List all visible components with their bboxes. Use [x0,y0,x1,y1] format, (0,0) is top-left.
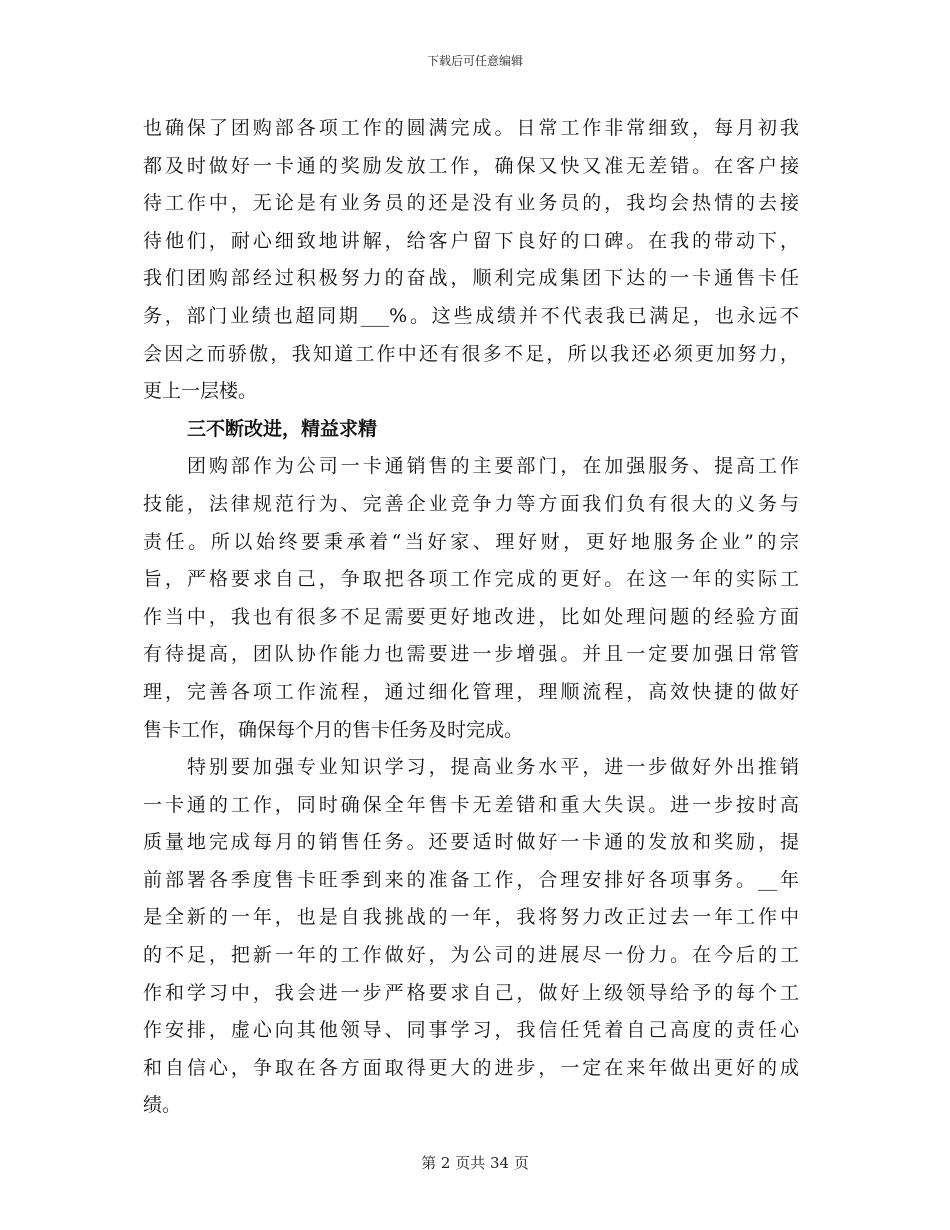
text-line: 会因之而骄傲，我知道工作中还有很多不足，所以我还必须更加努力， [143,342,799,365]
paragraph-2 [143,448,799,749]
text-line: 待他们，耐心细致地讲解，给客户留下良好的口碑。在我的带动下， [143,229,799,252]
text-line: 也确保了团购部各项工作的圆满完成。日常工作非常细致，每月初我 [143,117,799,139]
section-heading: 三不断改进，精益求精 [187,417,378,440]
text-line: 绩。 [143,1094,182,1117]
paragraph-1 [143,110,799,411]
paragraph-3 [143,749,799,1125]
document-body [143,110,799,1125]
text-line: 我们团购部经过积极努力的奋战，顺利完成集团下达的一卡通售卡任 [143,267,799,290]
text-line: 作安排，虚心向其他领导、同事学习，我信任凭着自己高度的责任心 [143,1019,799,1042]
text-line: 的不足，把新一年的工作做好，为公司的进展尽一份力。在今后的工 [143,944,799,967]
text-line: 都及时做好一卡通的奖励发放工作，确保又快又准无差错。在客户接 [143,154,799,177]
text-line: 团购部作为公司一卡通销售的主要部门，在加强服务、提高工作 [187,455,799,478]
text-line: 作和学习中，我会进一步严格要求自己，做好上级领导给予的每个工 [143,981,799,1004]
text-line: 有待提高，团队协作能力也需要进一步增强。并且一定要加强日常管 [143,643,799,666]
page-header: 下载后可任意编辑 [426,54,523,68]
text-line: 特别要加强专业知识学习，提高业务水平，进一步做好外出推销 [187,756,799,779]
text-line: 作当中，我也有很多不足需要更好地改进，比如处理问题的经验方面 [143,605,799,628]
text-line: 是全新的一年，也是自我挑战的一年，我将努力改正过去一年工作中 [143,906,799,929]
text-line: 一卡通的工作，同时确保全年售卡无差错和重大失误。进一步按时高 [143,793,799,816]
text-line: 理，完善各项工作流程，通过细化管理，理顺流程，高效快捷的做好 [143,680,799,703]
text-line: 待工作中，无论是有业务员的还是没有业务员的，我均会热情的去接 [143,192,799,215]
text-line: 责任。所以始终要秉承着“当好家、理好财，更好地服务企业”的宗 [143,530,799,553]
text-line: 售卡工作，确保每个月的售卡任务及时完成。 [143,718,524,741]
text-line: 质量地完成每月的销售任务。还要适时做好一卡通的发放和奖励，提 [143,831,799,854]
text-line: 更上一层楼。 [143,380,258,403]
text-line: 旨，严格要求自己，争取把各项工作完成的更好。在这一年的实际工 [143,568,799,591]
text-line: 技能，法律规范行为、完善企业竞争力等方面我们负有很大的义务与 [143,492,799,515]
text-line: 务，部门业绩也超同期___%。这些成绩并不代表我已满足，也永远不 [143,304,799,327]
text-line: 前部署各季度售卡旺季到来的准备工作，合理安排好各项事务。__年 [143,868,799,891]
page-footer: 第 2 页共 34 页 [421,1154,529,1172]
text-line: 和自信心，争取在各方面取得更大的进步，一定在来年做出更好的成 [143,1056,799,1079]
